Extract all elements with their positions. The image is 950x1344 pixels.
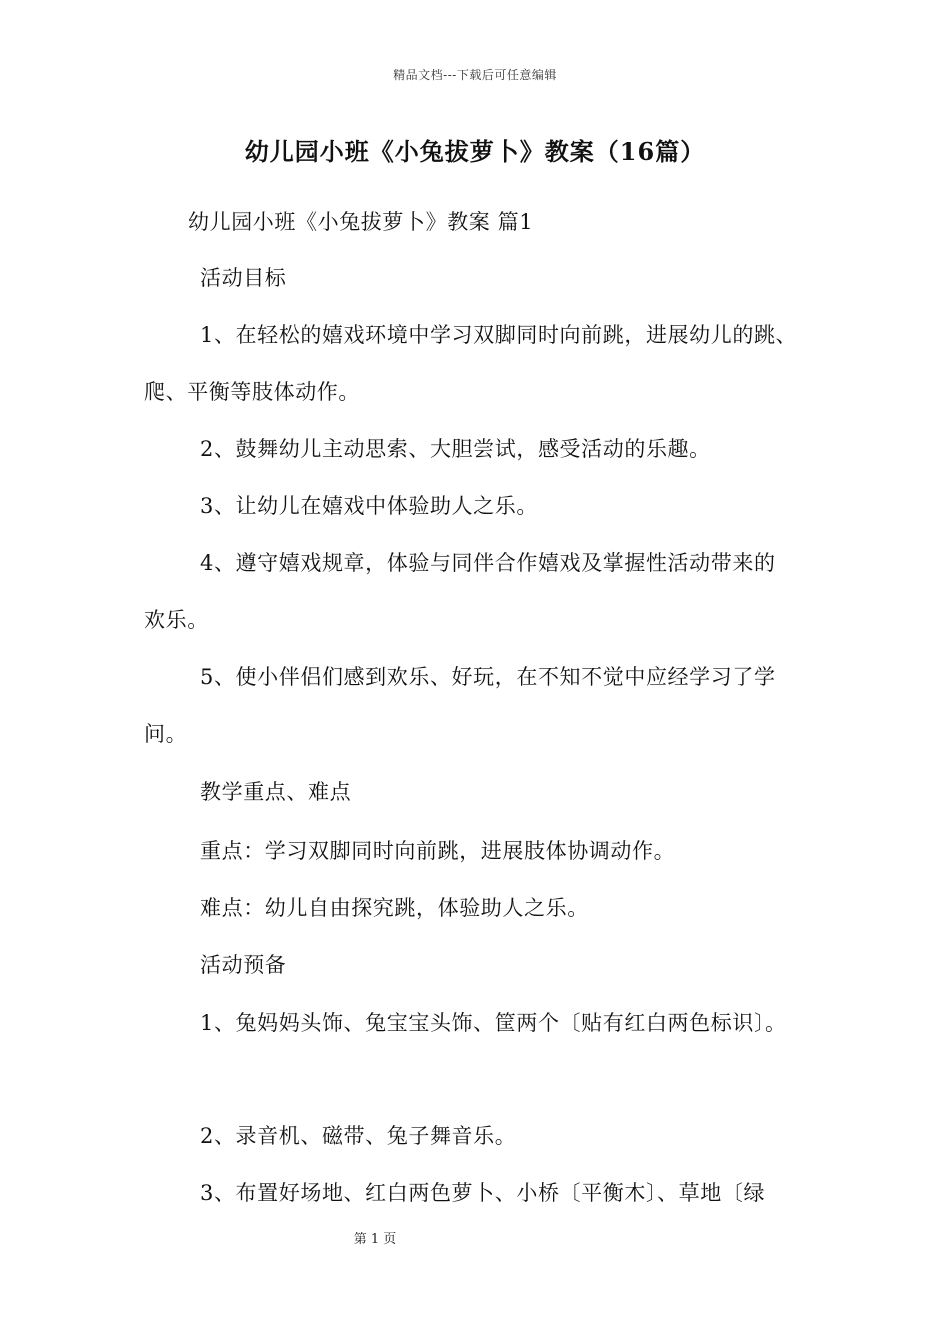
- prep-item-3: 3、布置好场地、红白两色萝卜、小桥〔平衡木〕、草地〔绿: [200, 1181, 766, 1205]
- goal-3: 3、让幼儿在嬉戏中体验助人之乐。: [200, 494, 538, 518]
- goal-5-line-2: 问。: [144, 722, 188, 746]
- goal-1-line-2: 爬、平衡等肢体动作。: [144, 380, 360, 404]
- goal-2: 2、鼓舞幼儿主动思索、大胆尝试，感受活动的乐趣。: [200, 437, 711, 461]
- page-footer: 第 1 页: [353, 1232, 397, 1247]
- document-title: 幼儿园小班《小兔拔萝卜》教案（16篇）: [244, 137, 706, 166]
- goal-5-line-1: 5、使小伴侣们感到欢乐、好玩，在不知不觉中应经学习了学: [200, 665, 776, 689]
- goal-1-line-1: 1、在轻松的嬉戏环境中学习双脚同时向前跳，进展幼儿的跳、: [200, 323, 798, 347]
- header-note: 精品文档---下载后可任意编辑: [393, 68, 557, 82]
- section-heading: 幼儿园小班《小兔拔萝卜》教案 篇1: [188, 210, 534, 234]
- goal-4-line-1: 4、遵守嬉戏规章，体验与同伴合作嬉戏及掌握性活动带来的: [200, 551, 776, 575]
- difficult-point: 难点：幼儿自由探究跳，体验助人之乐。: [200, 896, 589, 920]
- goals-heading: 活动目标: [200, 266, 287, 290]
- key-point: 重点：学习双脚同时向前跳，进展肢体协调动作。: [200, 839, 676, 863]
- prep-item-1: 1、兔妈妈头饰、兔宝宝头饰、筐两个〔贴有红白两色标识〕。: [200, 1011, 787, 1035]
- prep-item-2: 2、录音机、磁带、兔子舞音乐。: [200, 1124, 517, 1148]
- preparation-heading: 活动预备: [200, 953, 287, 977]
- goal-4-line-2: 欢乐。: [144, 608, 209, 632]
- key-points-heading: 教学重点、难点: [200, 780, 352, 804]
